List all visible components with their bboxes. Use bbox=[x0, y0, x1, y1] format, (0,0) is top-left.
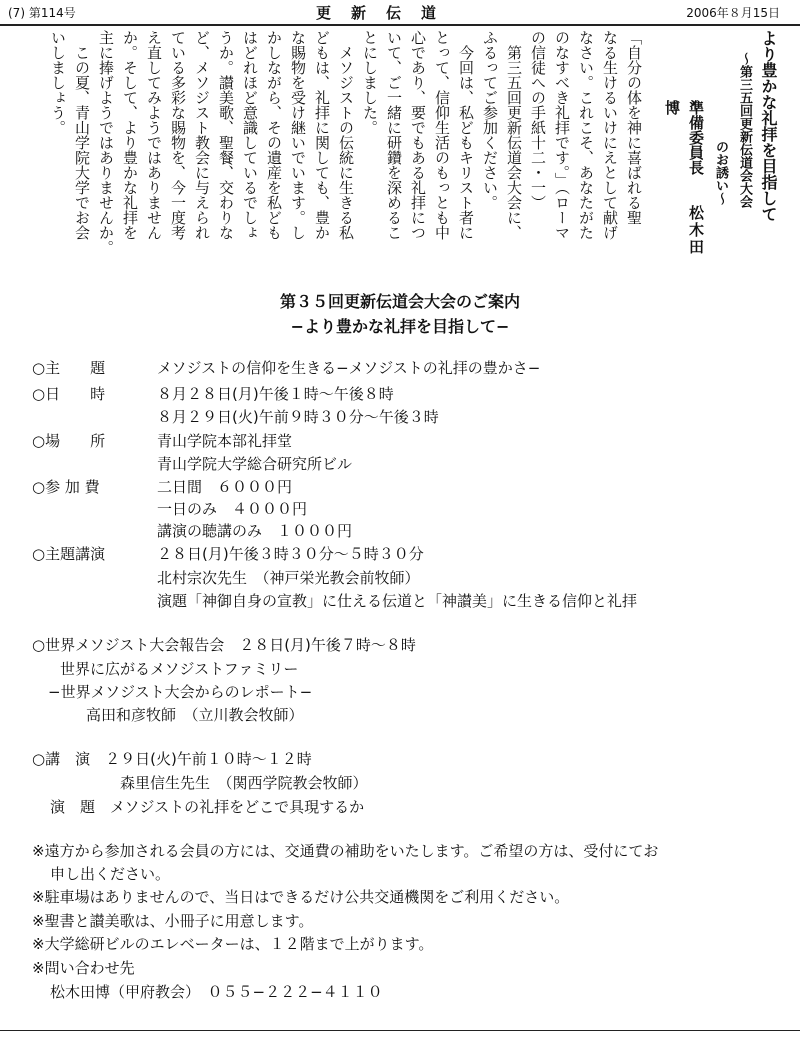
article-line: のなすべき礼拝です。」（ローマ bbox=[553, 30, 571, 240]
notice-title: 第３５回更新伝道会大会のご案内 bbox=[279, 292, 520, 311]
report-heading: ○世界メソジスト大会報告会 ２８日(月)午後７時〜８時 bbox=[32, 636, 416, 654]
article-author bbox=[660, 30, 708, 266]
date-value-1: ８月２８日(月)午後１時〜午後８時 bbox=[157, 385, 394, 403]
report-title: 世界に広がるメソジストファミリー bbox=[60, 660, 299, 678]
article-line: 心であり、要でもある礼拝につ bbox=[409, 30, 427, 240]
fee-value-1: 二日間 ６０００円 bbox=[157, 478, 293, 496]
article-line: 主に捧げようではありませんか。 bbox=[97, 30, 115, 255]
date-value-2: ８月２９日(火)午前９時３０分〜午後３時 bbox=[157, 408, 439, 426]
note-elevator: ※大学総研ビルのエレベーターは、１２階まで上がります。 bbox=[32, 935, 434, 953]
author-name: 松木田博 bbox=[663, 100, 705, 256]
article-line: 今回は、私どもキリスト者に bbox=[457, 45, 475, 240]
article-line: え直してみようではありません bbox=[145, 30, 163, 240]
article-vertical bbox=[20, 30, 780, 266]
keynote-label: ○主題講演 bbox=[32, 545, 106, 563]
article-line: とって、信仰生活のもっとも中 bbox=[433, 30, 451, 240]
date-label: ○日 時 bbox=[32, 385, 106, 403]
newspaper-name: 更新伝道 bbox=[316, 4, 457, 22]
article-subtitle-1: 〜第三五回更新伝道会大会 bbox=[737, 52, 752, 208]
fee-value-2: 一日のみ ４０００円 bbox=[157, 500, 308, 518]
theme-label: ○主 題 bbox=[32, 359, 106, 377]
article-line: か。そして、より豊かな礼拝を bbox=[121, 30, 139, 240]
place-value-1: 青山学院本部礼拝堂 bbox=[157, 432, 293, 450]
article-line: はどれほど意識しているでしょ bbox=[241, 30, 259, 240]
page-header bbox=[0, 4, 800, 24]
lecture-heading: ○講 演 ２９日(火)午前１０時〜１２時 bbox=[32, 750, 312, 768]
note-hymnal: ※聖書と讃美歌は、小冊子に用意します。 bbox=[32, 912, 314, 930]
keynote-speaker: 北村宗次先生 （神戸栄光教会前牧師） bbox=[157, 569, 420, 587]
report-subtitle: −世界メソジスト大会からのレポート− bbox=[48, 683, 313, 701]
note-parking: ※駐車場はありませんので、当日はできるだけ公共交通機関をご利用ください。 bbox=[32, 888, 570, 906]
issue-date: 2006年８月15日 bbox=[686, 6, 780, 20]
article-line: うか。讃美歌、聖餐、交わりな bbox=[217, 30, 235, 240]
article-title: より豊かな礼拝を目指して bbox=[759, 30, 778, 222]
article-line: とにしました。 bbox=[361, 30, 379, 135]
place-label: ○場 所 bbox=[32, 432, 106, 450]
article-line: いて、ご一緒に研鑽を深めるこ bbox=[385, 30, 403, 240]
article-line: なさい。これこそ、あなたがた bbox=[577, 30, 595, 240]
theme-value: メソジストの信仰を生きる−メソジストの礼拝の豊かさ− bbox=[157, 359, 541, 377]
article-line: かしながら、その遺産を私ども bbox=[265, 30, 283, 240]
contact-info: 松木田博（甲府教会） ０５５−２２２−４１１０ bbox=[50, 983, 383, 1001]
fee-value-3: 講演の聴講のみ １０００円 bbox=[157, 522, 353, 540]
article-line: の信徒への手紙十二・一） bbox=[529, 30, 547, 210]
article-line: ている多彩な賜物を、今一度考 bbox=[169, 30, 187, 240]
place-value-2: 青山学院大学総合研究所ビル bbox=[157, 455, 353, 473]
article-line: どもは、礼拝に関しても、豊か bbox=[313, 30, 331, 240]
header-rule bbox=[0, 24, 800, 26]
article-line: なる生けるいけにえとして献げ bbox=[601, 30, 619, 240]
lecture-speaker: 森里信生先生 （関西学院教会牧師） bbox=[120, 774, 368, 792]
article-line: メソジストの伝統に生きる私 bbox=[337, 45, 355, 240]
article-line: 第三五回更新伝道会大会に、 bbox=[505, 45, 523, 240]
lecture-title: 演 題 メソジストの礼拝をどこで具現するか bbox=[50, 798, 365, 816]
article-line: な賜物を受け継いでいます。し bbox=[289, 30, 307, 240]
keynote-title: 演題「神御自身の宣教」に仕える伝道と「神讃美」に生きる信仰と礼拝 bbox=[157, 592, 638, 610]
report-speaker: 高田和彦牧師 （立川教会牧師） bbox=[86, 706, 304, 724]
author-role: 準備委員長 bbox=[687, 100, 705, 175]
note-travel-cont: 申し出ください。 bbox=[50, 865, 171, 883]
article-subtitle-2: のお誘い〜 bbox=[713, 140, 728, 205]
note-contact-heading: ※問い合わせ先 bbox=[32, 959, 135, 977]
footer-rule bbox=[0, 1030, 800, 1031]
article-line: 「自分の体を神に喜ばれる聖 bbox=[625, 30, 643, 225]
notice-subtitle: −より豊かな礼拝を目指して− bbox=[290, 317, 510, 336]
article-line: ど、メソジスト教会に与えられ bbox=[193, 30, 211, 240]
keynote-time: ２８日(月)午後３時３０分〜５時３０分 bbox=[157, 545, 424, 563]
article-line: ふるってご参加ください。 bbox=[481, 30, 499, 210]
fee-label: ○参 加 費 bbox=[32, 478, 100, 496]
article-line: いしましょう。 bbox=[49, 30, 67, 135]
issue-number: (7) 第114号 bbox=[8, 6, 76, 20]
note-travel: ※遠方から参加される会員の方には、交通費の補助をいたします。ご希望の方は、受付にてお bbox=[32, 842, 659, 860]
article-line: この夏、青山学院大学でお会 bbox=[73, 45, 91, 240]
